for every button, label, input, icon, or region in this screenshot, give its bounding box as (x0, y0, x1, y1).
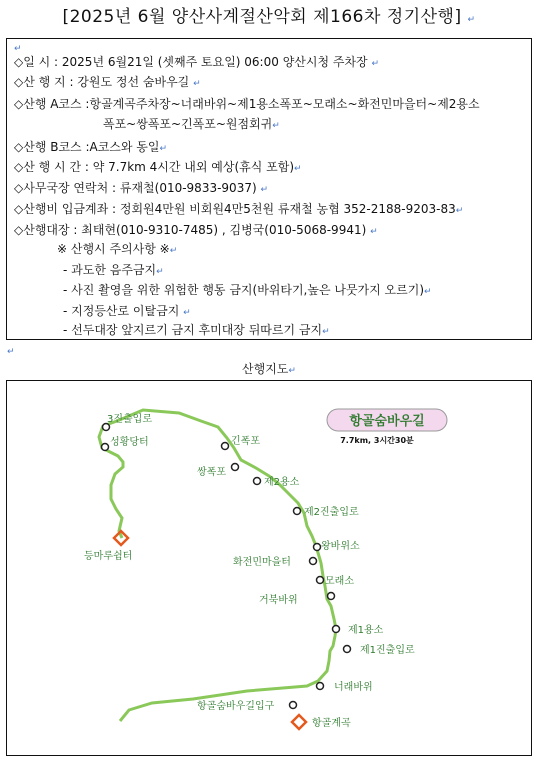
waypoint-dot (310, 558, 317, 565)
waypoint-dot (314, 544, 321, 551)
label-je2-yongso: 제2용소 (264, 477, 300, 488)
label-je1-entry: 제1진출입로 (360, 645, 415, 656)
route-name: 항골숨바우길 (349, 414, 425, 429)
paragraph-mark: ↵ (14, 44, 22, 54)
label-hanggol: 항골계곡 (312, 718, 351, 729)
map-title: 산행지도↵ (242, 362, 296, 376)
course-b-line: ◇산행 B코스 :A코스와 동일↵ (14, 140, 168, 154)
label-deungmaru: 등마루쉼터 (84, 551, 133, 562)
fee-line: ◇산행비 입금계좌 : 정회원4만원 비회원4만5천원 류재철 농협 352-2188-9203-83↵ (14, 202, 464, 216)
waypoint-dot (344, 646, 351, 653)
label-hwajeonmin: 화전민마을터 (233, 557, 291, 568)
label-neoraebawi: 너래바위 (334, 682, 373, 693)
label-3-entry: 3진출입로 (107, 414, 153, 425)
note-item: - 과도한 음주금지↵ (63, 263, 164, 277)
paragraph-mark: ↵ (7, 347, 15, 357)
waypoint-dot (254, 478, 261, 485)
notice-box (6, 38, 532, 340)
document-title: [2025년 6월 양산사계절산악회 제166차 정기산행] ↵ (62, 7, 476, 27)
label-ssang-pokpo: 쌍폭포 (197, 467, 226, 478)
label-geobukbawi: 거북바위 (259, 595, 298, 606)
note-item: - 지정등산로 이탈금지 ↵ (63, 304, 191, 318)
waypoint-dot (294, 508, 301, 515)
waypoint-dot (328, 593, 335, 600)
notes-header: ※ 산행시 주의사항 ※↵ (57, 242, 178, 256)
label-trail-entrance: 항골숨바우길입구 (197, 701, 275, 712)
route-meta: 7.7km, 3시간30분 (340, 436, 414, 445)
trail-map (6, 380, 532, 756)
date-line: ◇일 시 : 2025년 6월21일 (셋째주 토요일) 06:00 양산시청 주차장 ↵ (14, 55, 380, 69)
waypoint-dot (317, 683, 324, 690)
label-wangbawiso: 왕바위소 (321, 541, 360, 552)
label-moraeso: 모래소 (325, 576, 354, 587)
waypoint-dot (317, 577, 324, 584)
waypoint-dot (290, 702, 297, 709)
waypoint-dot (333, 626, 340, 633)
course-a-continued: 폭포~쌍폭포~긴폭포~원점회귀↵ (103, 117, 280, 131)
label-gin-pokpo: 긴폭포 (231, 436, 260, 447)
note-item: - 사진 촬영을 위한 위험한 행동 금지(바위타기,높은 나뭇가지 오르기)↵ (63, 283, 432, 297)
waypoint-dot (232, 464, 239, 471)
course-a-line: ◇산행 A코스 :항골계곡주차장~너래바위~제1용소폭포~모래소~화전민마을터~제2용소 (14, 97, 480, 111)
trail-map-svg (7, 381, 532, 756)
label-je2-entry: 제2진출입로 (304, 507, 359, 518)
mountain-line: ◇산 행 지 : 강원도 정선 숨바우길 ↵ (14, 75, 201, 89)
start-marker (292, 715, 306, 729)
note-item: - 선두대장 앞지르기 금지 후미대장 뒤따르기 금지↵ (63, 323, 330, 337)
waypoint-dot (102, 444, 109, 451)
label-je1-yongso: 제1용소 (348, 625, 384, 636)
trail-route-line (99, 410, 336, 721)
waypoint-dot (222, 443, 229, 450)
label-seonghwangdang: 성황당터 (110, 437, 149, 448)
secretary-line: ◇사무국장 연락처 : 류재철(010-9833-9037) ↵ (14, 181, 269, 195)
leader-line: ◇산행대장 : 최태현(010-9310-7485) , 김병국(010-5068-9941) ↵ (14, 223, 378, 237)
duration-line: ◇산 행 시 간 : 약 7.7km 4시간 내외 예상(휴식 포함)↵ (14, 160, 302, 174)
